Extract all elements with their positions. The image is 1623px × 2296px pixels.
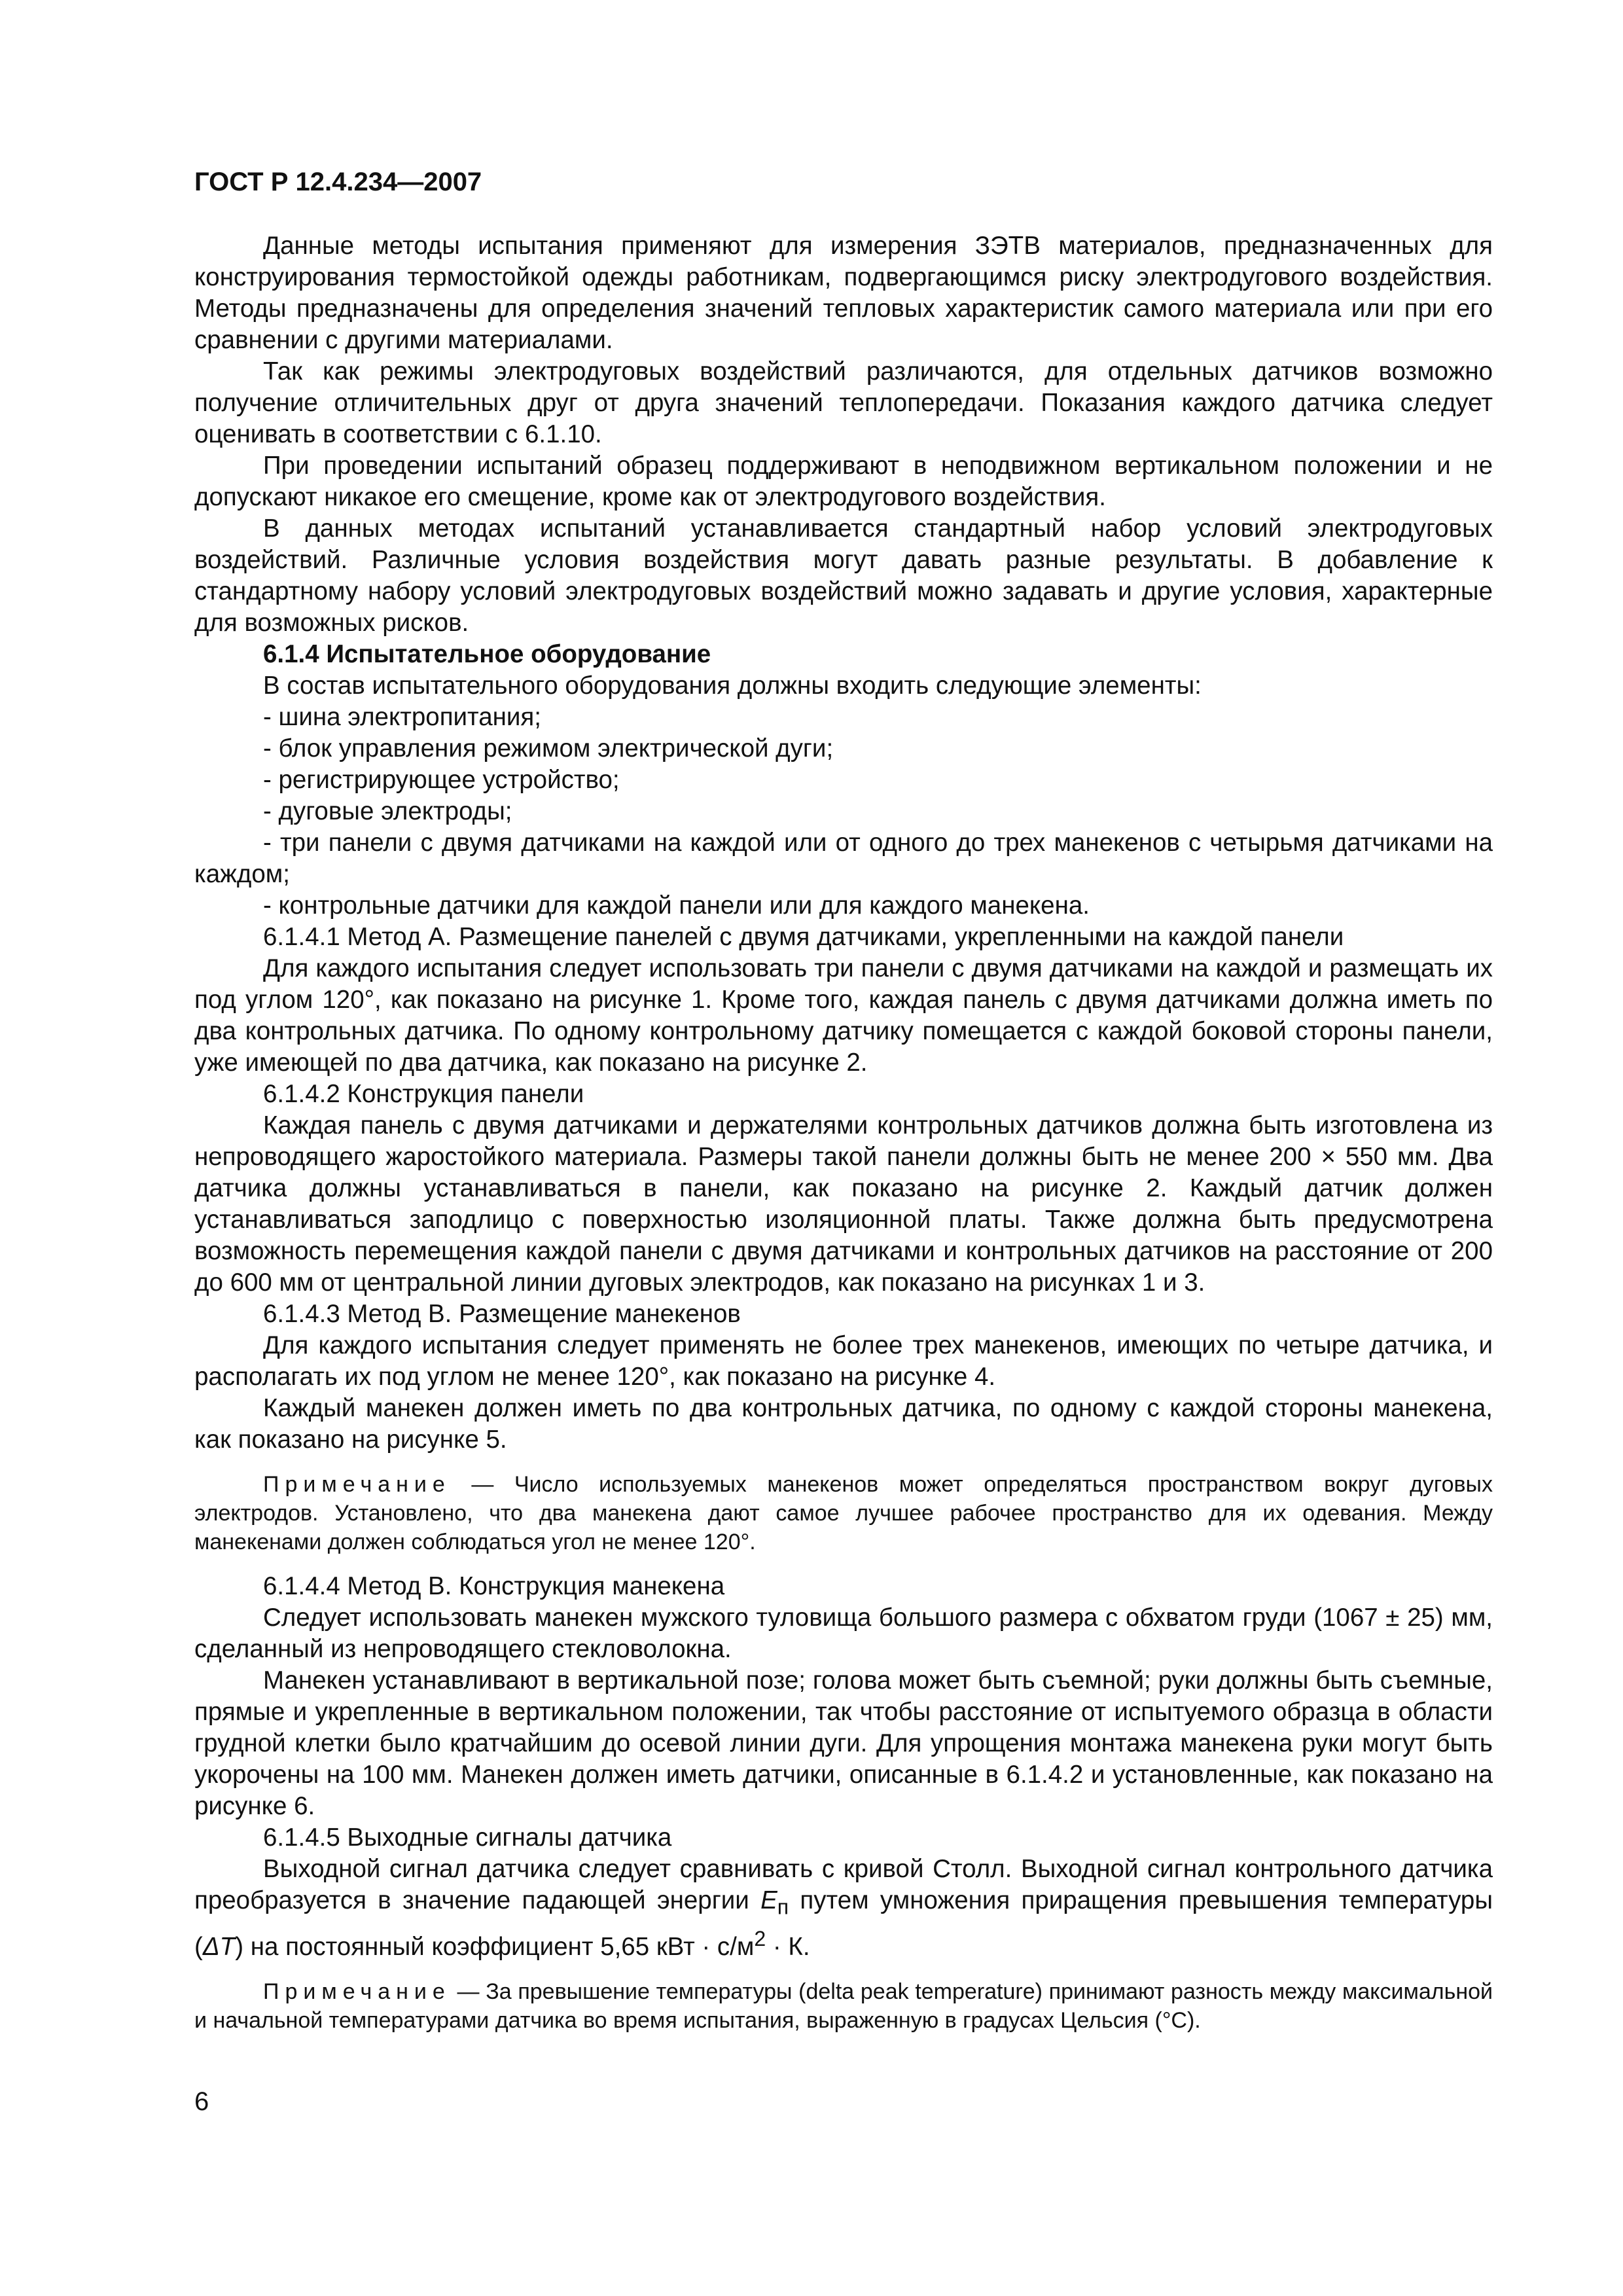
subsection-heading-6-1-4-3: 6.1.4.3 Метод В. Размещение манекенов	[263, 1300, 741, 1328]
text-run: путем умножения приращения превышения температуры (	[194, 1886, 1493, 1961]
document-body	[194, 230, 1493, 2049]
list-item: - шина электропитания;	[263, 703, 541, 731]
energy-subscript: п	[777, 1895, 789, 1919]
paragraph: В данных методах испытаний устанавливается стандартный набор условий электродуговых воздействий. Различные условия воздействия могут давать разные результаты. В добавление к стандартному набору условий электродуговых воздействий можно задавать и другие условия, характерные для возможных рисков.	[194, 514, 1493, 637]
paragraph: Каждая панель с двумя датчиками и держателями контрольных датчиков должна быть изготовлена из непроводящего жаростойкого материала. Размеры такой панели должны быть не менее 200 × 550 мм. Два датчика должны устанавливаться в панели, как показано на рисунке 2. Каждый датчик должен устанавливаться заподлицо с поверхностью изоляционной платы. Также должна быть предусмотрена возможность перемещения каждой панели с двумя датчиками и контрольных датчиков на расстояние от 200 до 600 мм от центральной линии дуговых электродов, как показано на рисунках 1 и 3.	[194, 1111, 1493, 1297]
paragraph: Следует использовать манекен мужского туловища большого размера с обхватом груди (1067 ± 25) мм, сделанный из непроводящего стекловолокна.	[194, 1604, 1493, 1663]
paragraph	[194, 1854, 1493, 1963]
note-label: Примечание	[263, 1979, 451, 2004]
paragraph: Данные методы испытания применяют для измерения ЗЭТВ материалов, предназначенных для конструирования термостойкой одежды работникам, подвергающимся риску электродугового воздействия. Методы предназначены для определения значений тепловых характеристик самого материала или при его сравнении с другими материалами.	[194, 232, 1493, 354]
list-item: - регистрирующее устройство;	[263, 766, 620, 794]
unit-superscript: 2	[754, 1926, 766, 1950]
list-item: - блок управления режимом электрической дуги;	[263, 734, 834, 762]
paragraph: Манекен устанавливают в вертикальной позе; голова может быть съемной; руки должны быть съемные, прямые и укрепленные в вертикальном положении, так чтобы расстояние от испытуемого образца в области грудной клетки было кратчайшим до осевой линии дуги. Для упрощения монтажа манекена руки могут быть укорочены на 100 мм. Манекен должен иметь датчики, описанные в 6.1.4.2 и установленные, как показано на рисунке 6.	[194, 1666, 1493, 1820]
paragraph: Для каждого испытания следует использовать три панели с двумя датчиками на каждой и размещать их под углом 120°, как показано на рисунке 1. Кроме того, каждая панель с двумя датчиками должна иметь по два контрольных датчика. По одному контрольному датчику помещается с каждой боковой стороны панели, уже имеющей по два датчика, как показано на рисунке 2.	[194, 954, 1493, 1077]
paragraph: Для каждого испытания следует применять не более трех манекенов, имеющих по четыре датчика, и располагать их под углом не менее 120°, как показано на рисунке 4.	[194, 1331, 1493, 1391]
note-label: Примечание	[263, 1472, 451, 1497]
note-text: — Число используемых манекенов может определяться пространством вокруг дуговых электродов. Установлено, что два манекена дают самое лучшее рабочее пространство для их одевания. Между манекенами должен соблюдаться угол не менее 120°.	[194, 1472, 1493, 1554]
text-run: Выходной сигнал датчика следует сравнивать с кривой Столл. Выходной сигнал контрольного датчика преобразуется в значение падающей энергии	[194, 1855, 1493, 1914]
paragraph: Каждый манекен должен иметь по два контрольных датчика, по одному с каждой стороны манекена, как показано на рисунке 5.	[194, 1394, 1493, 1454]
delta-t-symbol: ΔT	[202, 1932, 236, 1961]
paragraph: При проведении испытаний образец поддерживают в неподвижном вертикальном положении и не допускают никакое его смещение, кроме как от электродугового воздействия.	[194, 452, 1493, 511]
note-text: — За превышение температуры (delta peak temperature) принимают разность между максимальной и начальной температурами датчика во время испытания, выраженную в градусах Цельсия (°С).	[194, 1979, 1493, 2033]
document-page	[194, 0, 1493, 2296]
list-item: - контрольные датчики для каждой панели или для каждого манекена.	[263, 891, 1090, 920]
text-run: ) на постоянный коэффициент 5,65 кВт · с/м	[235, 1932, 755, 1961]
subsection-heading-6-1-4-1: 6.1.4.1 Метод А. Размещение панелей с двумя датчиками, укрепленными на каждой панели	[263, 923, 1344, 951]
list-item: - три панели с двумя датчиками на каждой или от одного до трех манекенов с четырьмя датчиками на каждом;	[194, 829, 1493, 888]
page-number: 6	[194, 2087, 209, 2116]
subsection-heading-6-1-4-5: 6.1.4.5 Выходные сигналы датчика	[263, 1823, 672, 1852]
document-header: ГОСТ Р 12.4.234—2007	[194, 168, 482, 196]
note	[194, 1977, 1493, 2035]
paragraph: В состав испытательного оборудования должны входить следующие элементы:	[263, 672, 1202, 700]
energy-symbol: E	[760, 1886, 777, 1914]
text-run: · К.	[766, 1932, 810, 1961]
note	[194, 1470, 1493, 1556]
subsection-heading-6-1-4-2: 6.1.4.2 Конструкция панели	[263, 1080, 584, 1108]
paragraph: Так как режимы электродуговых воздействий различаются, для отдельных датчиков возможно получение отличительных друг от друга значений теплопередачи. Показания каждого датчика следует оценивать в соответствии с 6.1.10.	[194, 357, 1493, 448]
list-item: - дуговые электроды;	[263, 797, 512, 825]
section-heading-6-1-4: 6.1.4 Испытательное оборудование	[263, 640, 711, 668]
subsection-heading-6-1-4-4: 6.1.4.4 Метод В. Конструкция манекена	[263, 1572, 725, 1600]
equipment-list	[194, 702, 1493, 922]
